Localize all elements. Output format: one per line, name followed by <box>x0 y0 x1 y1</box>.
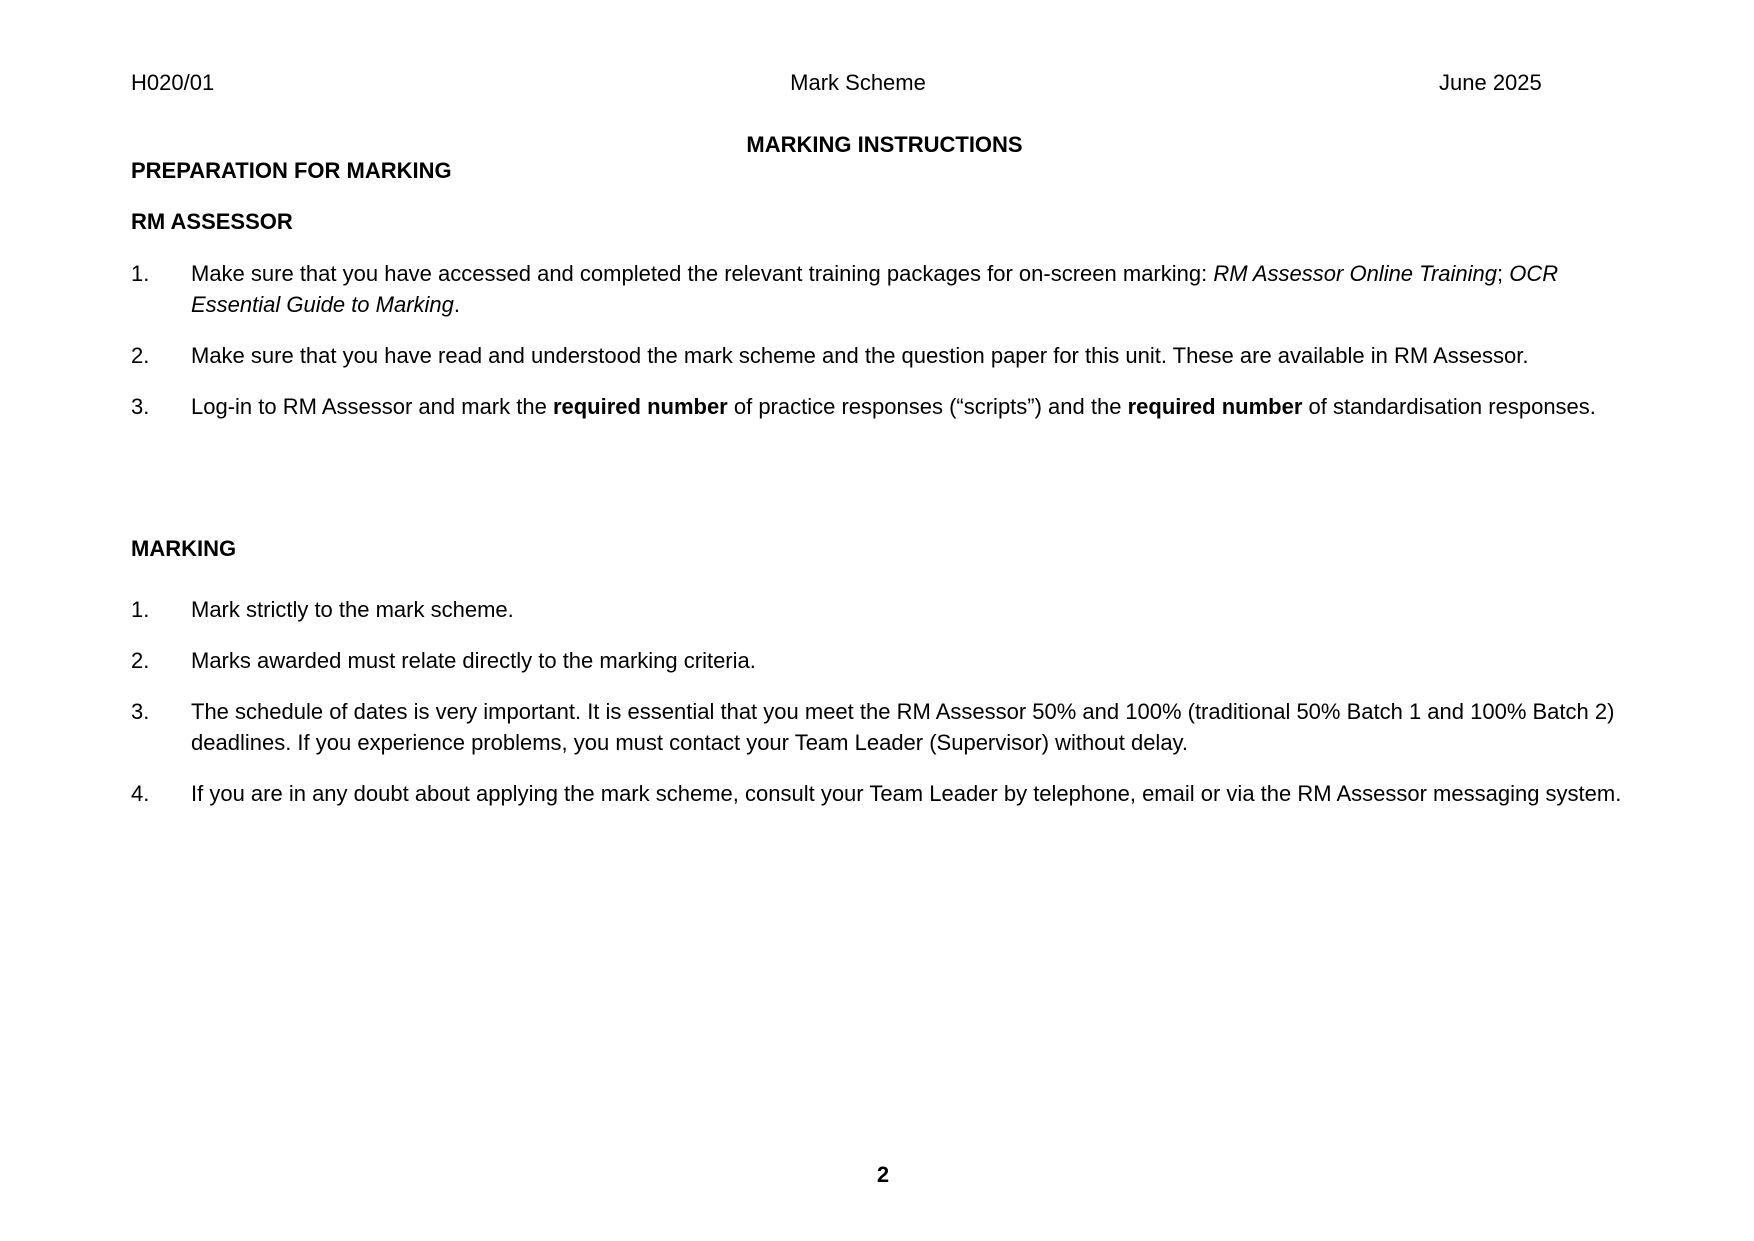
page-number: 2 <box>876 1162 890 1187</box>
list-item-number: 3. <box>131 699 150 724</box>
header-paper-code: H020/01 <box>131 70 215 95</box>
marking-heading: MARKING <box>131 536 237 561</box>
header-date: June 2025 <box>1439 70 1542 95</box>
rm-assessor-subheading: RM ASSESSOR <box>131 209 293 234</box>
list-item <box>131 778 1631 809</box>
list-item-number: 2. <box>131 343 150 368</box>
list-item-text: The schedule of dates is very important. It is essential that you meet the RM Assessor 50% and 100% (traditional 50% Batch 1 and 100% Batch 2) deadlines. If you experience problems, you must contact your Team Leader (Supervisor) without delay. <box>191 699 1615 755</box>
marking-list <box>131 594 1631 829</box>
preparation-list <box>131 258 1631 442</box>
list-item-text: Mark strictly to the mark scheme. <box>191 597 514 622</box>
list-item-text: Make sure that you have accessed and completed the relevant training packages for on-screen marking: RM Assessor Online Training; OCR Essential Guide to Marking. <box>191 261 1559 317</box>
list-item <box>131 391 1631 422</box>
page-title: MARKING INSTRUCTIONS <box>746 132 1023 157</box>
list-item <box>131 594 1631 625</box>
list-item <box>131 258 1631 320</box>
list-item-number: 1. <box>131 597 150 622</box>
list-item-number: 3. <box>131 394 150 419</box>
list-item <box>131 696 1631 758</box>
list-item-number: 1. <box>131 261 150 286</box>
list-item-text: If you are in any doubt about applying the mark scheme, consult your Team Leader by telephone, email or via the RM Assessor messaging system. <box>191 781 1622 806</box>
list-item-text: Marks awarded must relate directly to the marking criteria. <box>191 648 756 673</box>
header-document-type: Mark Scheme <box>790 70 926 95</box>
list-item-text: Make sure that you have read and understood the mark scheme and the question paper for this unit. These are available in RM Assessor. <box>191 343 1529 368</box>
preparation-heading: PREPARATION FOR MARKING <box>131 158 452 183</box>
list-item-text: Log-in to RM Assessor and mark the required number of practice responses (“scripts”) and the required number of standardisation responses. <box>191 394 1596 419</box>
list-item-number: 4. <box>131 781 150 806</box>
list-item <box>131 340 1631 371</box>
list-item <box>131 645 1631 676</box>
list-item-number: 2. <box>131 648 150 673</box>
